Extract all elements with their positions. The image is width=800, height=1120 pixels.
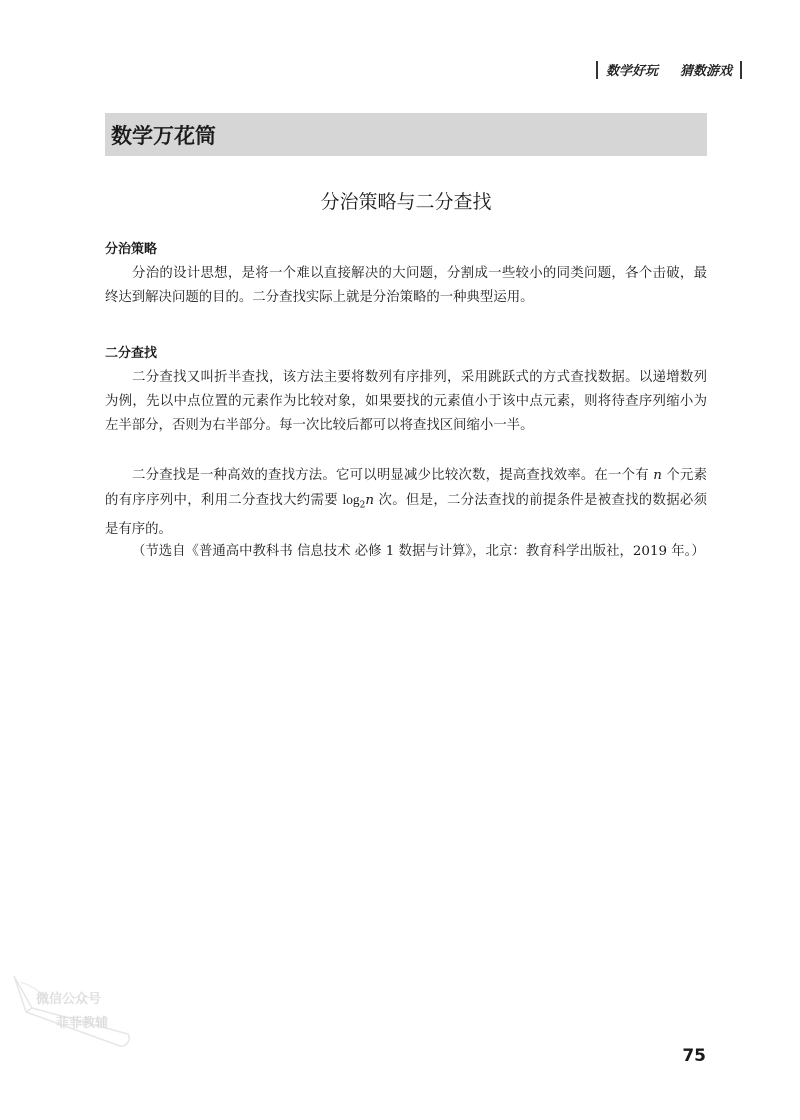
section-banner [105,113,707,156]
paragraph-divide-and-conquer: 分治的设计思想，是将一个难以直接解决的大问题，分割成一些较小的同类问题，各个击破，最终达到解决问题的目的。二分查找实际上就是分治策略的一种典型运用。 [105,266,707,305]
watermark-line-1: 微信公众号 [36,992,102,1007]
article-title: 分治策略与二分查找 [320,191,492,213]
p2-text-c: 次。但是，二分法查找的前提条件是被查找的数据必须是有序的。 [105,493,707,537]
p2-text-a: 二分查找是一种高效的查找方法。它可以明显减少比较次数，提高查找效率。在一个有 [132,468,654,483]
heading-divide-and-conquer: 分治策略 [105,242,158,257]
section-banner-title: 数学万花筒 [111,123,216,148]
watermark-pencil-icon [10,968,140,1048]
variable-n: n [653,468,662,483]
page-number: 75 [682,1046,706,1066]
heading-binary-search: 二分查找 [105,346,158,361]
paragraph-binary-search-1: 二分查找又叫折半查找，该方法主要将数列有序排列，采用跳跃式的方式查找数据。以递增数列为例，先以中点位置的元素作为比较对象，如果要找的元素值小于该中点元素，则将待查序列缩小为左半部分，否则为右半部分。每一次比较后都可以将查找区间缩小一半。 [105,370,707,433]
paragraph-binary-search-2 [105,464,707,542]
header-left-rule [596,61,598,79]
p2-text-b: 个元素的有序序列中，利用二分查找大约需要 [105,468,707,508]
running-header [596,60,742,79]
header-right-rule [740,61,742,79]
log-argument-n: n [365,493,374,508]
log-function: log [342,492,360,507]
header-book-title: 数学好玩 [605,64,658,79]
watermark-line-2: 菲菲教辅 [56,1016,109,1031]
log-base: 2 [359,500,366,511]
watermark [10,968,140,1048]
header-unit-title: 猜数游戏 [679,64,732,79]
source-citation: （节选自《普通高中教科书 信息技术 必修 1 数据与计算》，北京：教育科学出版社，2019 年。） [132,544,705,559]
